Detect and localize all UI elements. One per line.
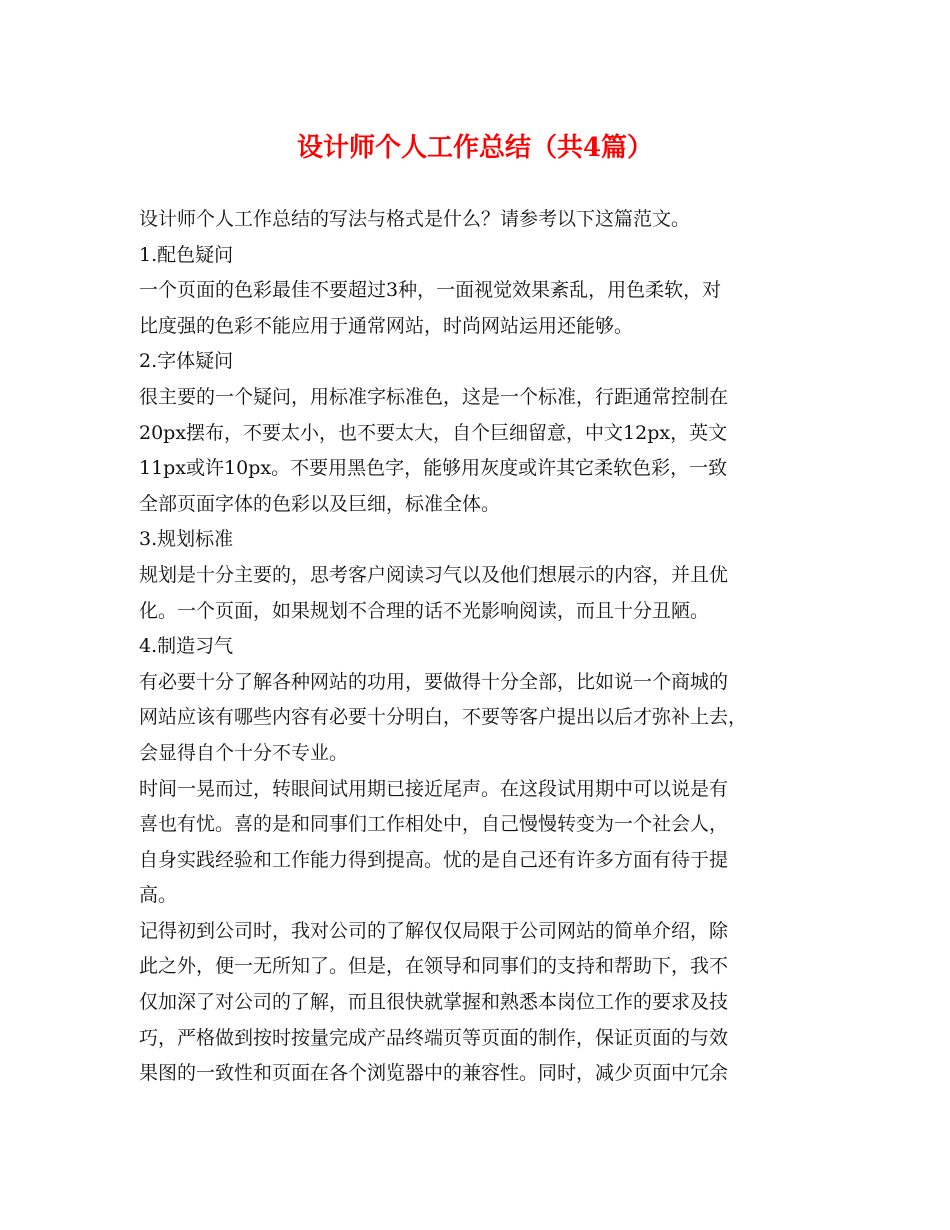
- body-line: 一个页面的色彩最佳不要超过3种，一面视觉效果紊乱，用色柔软，对: [139, 279, 722, 302]
- body-line: 比度强的色彩不能应用于通常网站，时尚网站运用还能够。: [139, 314, 634, 337]
- body-line: 果图的一致性和页面在各个浏览器中的兼容性。同时，减少页面中冗余: [139, 1062, 729, 1085]
- body-line: 仅加深了对公司的了解，而且很快就掌握和熟悉本岗位工作的要求及技: [139, 991, 729, 1014]
- body-line: 喜也有忧。喜的是和同事们工作相处中，自己慢慢转变为一个社会人，: [139, 813, 729, 836]
- body-line: 2.字体疑问: [139, 350, 234, 373]
- body-line: 4.制造习气: [139, 635, 234, 658]
- body-line: 此之外，便一无所知了。但是，在领导和同事们的支持和帮助下，我不: [139, 955, 729, 978]
- body-line: 有必要十分了解各种网站的功用，要做得十分全部，比如说一个商城的: [139, 670, 729, 693]
- body-line: 全部页面字体的色彩以及巨细，标准全体。: [139, 492, 501, 515]
- document-body: [139, 202, 819, 1092]
- body-line: 1.配色疑问: [139, 243, 234, 266]
- body-line: 化。一个页面，如果规划不合理的话不光影响阅读，而且十分丑陋。: [139, 599, 710, 622]
- body-line: 记得初到公司时，我对公司的了解仅仅局限于公司网站的简单介绍，除: [139, 919, 729, 942]
- body-line: 会显得自个十分不专业。: [139, 741, 349, 764]
- body-line: 自身实践经验和工作能力得到提高。忧的是自己还有许多方面有待于提: [139, 848, 729, 871]
- body-line: 20px摆布，不要太小，也不要太大，自个巨细留意，中文12px，英文: [139, 421, 728, 444]
- body-line: 巧，严格做到按时按量完成产品终端页等页面的制作，保证页面的与效: [139, 1026, 729, 1049]
- body-line: 时间一晃而过，转眼间试用期已接近尾声。在这段试用期中可以说是有: [139, 777, 729, 800]
- body-line: 3.规划标准: [139, 528, 234, 551]
- body-line: 很主要的一个疑问，用标准字标准色，这是一个标准，行距通常控制在: [139, 385, 729, 408]
- body-line: 设计师个人工作总结的写法与格式是什么？请参考以下这篇范文。: [139, 208, 691, 230]
- document-title: 设计师个人工作总结（共4篇）: [296, 133, 654, 163]
- body-line: 11px或许10px。不要用黑色字，能够用灰度或许其它柔软色彩，一致: [139, 457, 728, 480]
- body-line: 规划是十分主要的，思考客户阅读习气以及他们想展示的内容，并且优: [139, 563, 729, 586]
- body-line: 网站应该有哪些内容有必要十分明白，不要等客户提出以后才弥补上去，: [139, 706, 748, 729]
- body-line: 高。: [139, 884, 178, 907]
